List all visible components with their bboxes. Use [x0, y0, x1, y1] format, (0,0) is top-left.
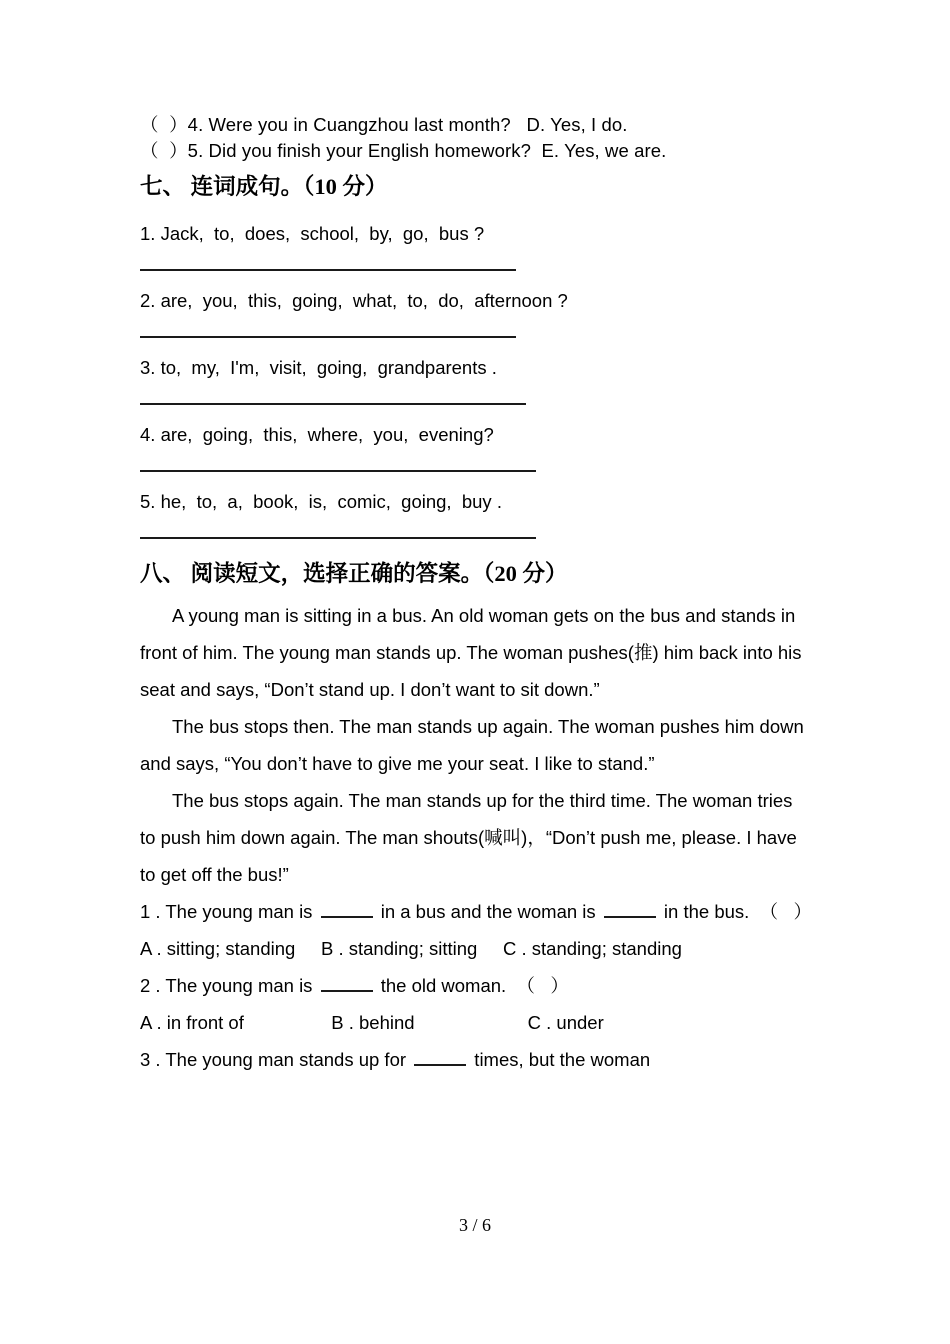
question-options[interactable]: A . in front of B . behind C . under: [140, 1012, 604, 1033]
match-item: （ ）4. Were you in Cuangzhou last month? D. Yes, I do.: [140, 114, 628, 135]
page-footer: 3 / 6: [458, 1215, 491, 1235]
question-prompt: 2 . The young man is: [140, 975, 318, 996]
word-order-item: 2. are, you, this, going, what, to, do, afternoon ?: [140, 290, 568, 311]
question-prompt-end: times, but the woman: [469, 1049, 651, 1070]
answer-line[interactable]: [140, 336, 516, 338]
question-options[interactable]: A . sitting; standing B . standing; sitting C . standing; standing: [140, 938, 682, 959]
word-order-item: 3. to, my, I'm, visit, going, grandparents .: [140, 357, 497, 378]
answer-blank[interactable]: [321, 901, 373, 918]
question-prompt-end: in the bus. （ ）: [658, 901, 813, 922]
comprehension-question: [140, 893, 812, 930]
question-prompt-end: the old woman. （ ）: [375, 975, 569, 996]
word-order-item: 4. are, going, this, where, you, evening?: [140, 424, 494, 445]
comprehension-question: [140, 967, 812, 1004]
answer-blank[interactable]: [604, 901, 656, 918]
word-order-item: 1. Jack, to, does, school, by, go, bus ?: [140, 223, 485, 244]
passage-paragraph: The bus stops then. The man stands up again. The woman pushes him down and says, “You don’t have to give me your seat. I like to stand.”: [140, 716, 804, 774]
passage-paragraph: A young man is sitting in a bus. An old woman gets on the bus and stands in front of him. The young man stands up. The woman pushes(推) him back into his seat and says, “Don’t stand up. I don’t want to sit down.”: [140, 605, 802, 700]
answer-blank[interactable]: [414, 1049, 466, 1066]
passage-paragraph: The bus stops again. The man stands up for the third time. The woman tries to push him down again. The man shouts(喊叫)，“Don’t push me, please. I have to get off the bus!”: [140, 790, 797, 885]
answer-line[interactable]: [140, 269, 516, 271]
answer-line[interactable]: [140, 470, 536, 472]
match-item: （ ）5. Did you finish your English homework? E. Yes, we are.: [140, 140, 667, 161]
question-prompt: 1 . The young man is: [140, 901, 318, 922]
word-order-item: 5. he, to, a, book, is, comic, going, buy .: [140, 491, 502, 512]
answer-line[interactable]: [140, 537, 536, 539]
comprehension-question: [140, 1041, 812, 1078]
page-content: [140, 112, 812, 1078]
question-prompt-middle: in a bus and the woman is: [375, 901, 601, 922]
answer-line[interactable]: [140, 403, 526, 405]
section-seven-heading: 七、 连词成句。（10 分）: [140, 174, 388, 199]
answer-blank[interactable]: [321, 975, 373, 992]
section-eight-heading: 八、 阅读短文，选择正确的答案。（20 分）: [140, 561, 568, 586]
question-prompt: 3 . The young man stands up for: [140, 1049, 412, 1070]
